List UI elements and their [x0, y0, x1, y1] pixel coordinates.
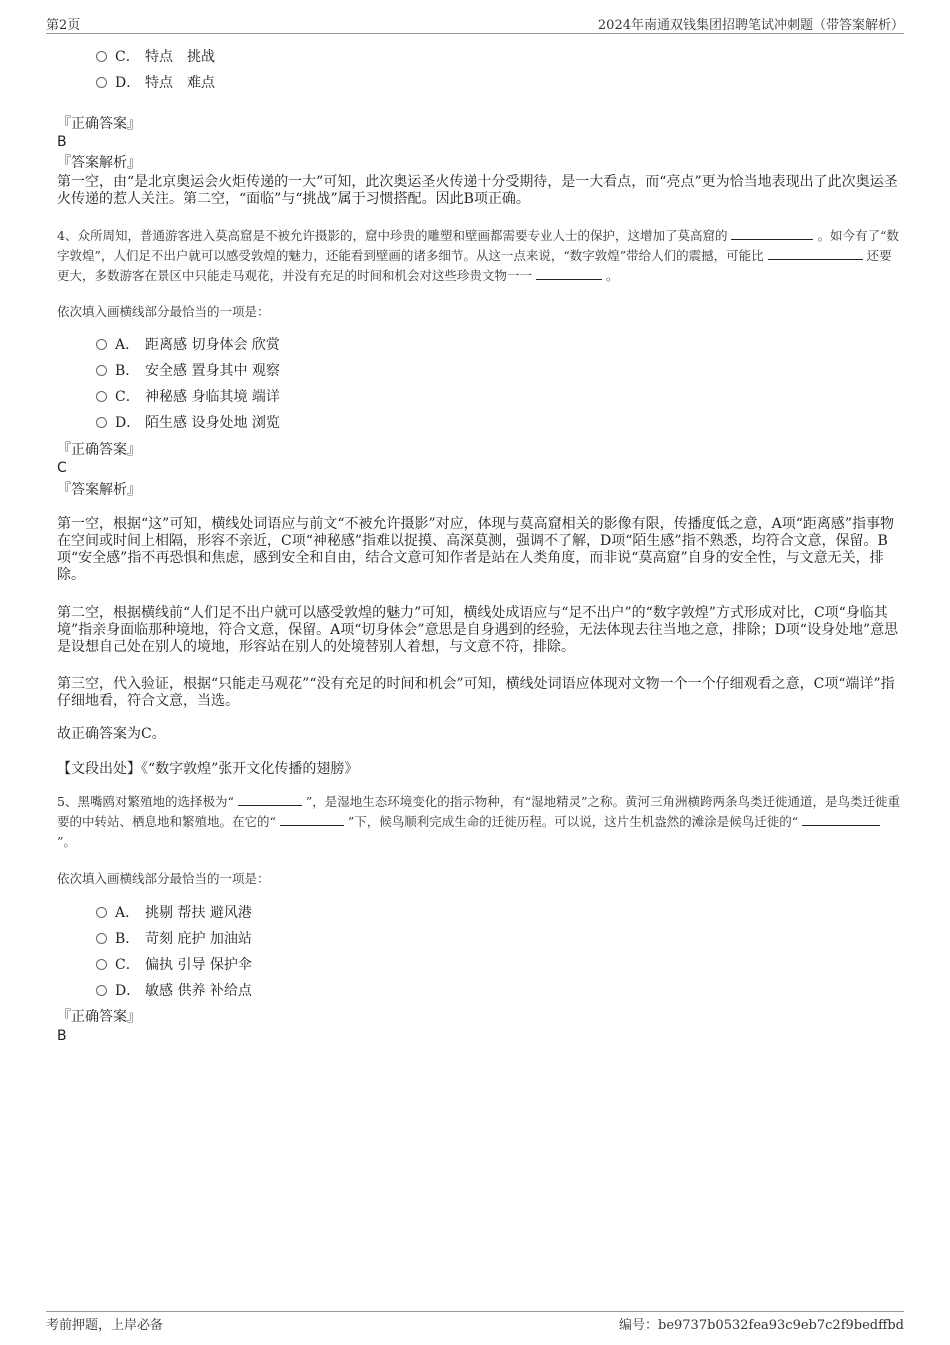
- answer-label: 『正确答案』: [57, 1009, 141, 1025]
- footer-slogan: 考前押题，上岸必备: [46, 1318, 164, 1333]
- page-footer: [46, 1314, 904, 1332]
- radio-icon[interactable]: [96, 933, 107, 944]
- radio-icon[interactable]: [96, 365, 107, 376]
- option-b[interactable]: B． 苛刻 庇护 加油站: [96, 929, 252, 949]
- document-code: 编号：be9737b0532fea93c9eb7c2f9bedffbd: [619, 1318, 904, 1333]
- radio-icon[interactable]: [96, 907, 107, 918]
- header-divider: [46, 33, 904, 34]
- footer-divider: [46, 1311, 904, 1312]
- option-d[interactable]: D． 特点 难点: [96, 73, 215, 93]
- option-b[interactable]: B． 安全感 置身其中 观察: [96, 361, 280, 381]
- answer-blank: [768, 247, 863, 260]
- analysis-paragraph-1: 第一空，根据“这”可知，横线处词语应与前文“不被允许摄影”对应，体现与莫高窟相关的影像有限，传播度低之意，A项“距离感”指事物在空间或时间上相隔，形容不亲近，C项“神秘感”指难以捉摸、高深莫测，强调不了解，D项“陌生感”指不熟悉，均符合文意，保留。B项“安全感”指不再恐惧和焦虑，感到安全和自由，结合文意可知作者是站在人类角度，而非说“莫高窟”自身的安全性，与文意无关，排除。: [57, 516, 895, 583]
- answer-label: 『正确答案』: [57, 116, 141, 132]
- analysis-text: 第一空，由“是北京奥运会火炬传递的一大”可知，此次奥运圣火传递十分受期待，是一大看点，而“亮点”更为恰当地表现出了此次奥运圣火传递的惹人关注。第二空，“面临”与“挑战”属于习惯搭配。因此B项正确。: [57, 174, 898, 207]
- answer-value: C: [57, 460, 67, 476]
- page-number: 第2页: [46, 18, 81, 33]
- radio-icon[interactable]: [96, 985, 107, 996]
- source-citation: 【文段出处】《“数字敦煌”张开文化传播的翅膀》: [57, 761, 359, 777]
- question-4-stem: 4、众所周知，普通游客进入莫高窟是不被允许摄影的，窟中珍贵的雕塑和壁画都需要专业人士的保护，这增加了莫高窟的 。如今有了“数字敦煌”，人们足不出户就可以感受敦煌的魅力，还能看到壁画的诸多细节。从这一点来说，“数字敦煌”带给人们的震撼，可能比 还要更大，多数游客在景区中只能走马观花，并没有充足的时间和机会对这些珍贵文物一一 。: [57, 228, 899, 283]
- radio-icon[interactable]: [96, 51, 107, 62]
- option-d[interactable]: D． 敏感 供养 补给点: [96, 981, 252, 1001]
- radio-icon[interactable]: [96, 959, 107, 970]
- answer-value: B: [57, 134, 67, 150]
- option-d[interactable]: D． 陌生感 设身处地 浏览: [96, 413, 280, 433]
- page-header: [46, 14, 904, 32]
- analysis-paragraph-2: 第二空，根据横线前“人们足不出户就可以感受敦煌的魅力”可知，横线处成语应与“足不出户”的“数字敦煌”方式形成对比，C项“身临其境”指亲身面临那种境地，符合文意，保留。A项“切身体会”意思是自身遇到的经验，无法体现去往当地之意，排除；D项“设身处地”意思是设想自己处在别人的境地，形容站在别人的处境替别人着想，与文意不符，排除。: [57, 605, 899, 655]
- answer-value: B: [57, 1028, 67, 1044]
- analysis-paragraph-3: 第三空，代入验证，根据“只能走马观花”“没有充足的时间和机会”可知，横线处词语应体现对文物一个一个仔细观看之意，C项“端详”指仔细地看，符合文意，当选。: [57, 676, 895, 709]
- analysis-label: 『答案解析』: [57, 482, 141, 498]
- answer-blank: [238, 793, 302, 806]
- radio-icon[interactable]: [96, 339, 107, 350]
- option-a[interactable]: A． 挑剔 帮扶 避风港: [96, 903, 252, 923]
- answer-label: 『正确答案』: [57, 442, 141, 458]
- analysis-conclusion: 故正确答案为C。: [57, 726, 166, 742]
- answer-blank: [536, 267, 602, 280]
- answer-blank: [731, 227, 813, 240]
- option-c[interactable]: C． 特点 挑战: [96, 47, 215, 67]
- question-prompt: 依次填入画横线部分最恰当的一项是：: [57, 871, 270, 886]
- question-5-stem: 5、黑嘴鸥对繁殖地的选择极为“ ”，是湿地生态环境变化的指示物种，有“湿地精灵”之称。黄河三角洲横跨两条鸟类迁徙通道，是鸟类迁徙重要的中转站、栖息地和繁殖地。在它的“ ”下，候鸟顺利完成生命的迁徙历程。可以说，这片生机盎然的滩涂是候鸟迁徙的“ ”。: [57, 794, 901, 849]
- radio-icon[interactable]: [96, 417, 107, 428]
- answer-blank: [280, 813, 344, 826]
- document-title: 2024年南通双钱集团招聘笔试冲刺题（带答案解析）: [597, 18, 904, 33]
- option-c[interactable]: C． 偏执 引导 保护伞: [96, 955, 252, 975]
- question-prompt: 依次填入画横线部分最恰当的一项是：: [57, 304, 270, 319]
- radio-icon[interactable]: [96, 391, 107, 402]
- answer-blank: [802, 813, 880, 826]
- option-c[interactable]: C． 神秘感 身临其境 端详: [96, 387, 280, 407]
- option-a[interactable]: A． 距离感 切身体会 欣赏: [96, 335, 280, 355]
- analysis-label: 『答案解析』: [57, 155, 141, 171]
- radio-icon[interactable]: [96, 77, 107, 88]
